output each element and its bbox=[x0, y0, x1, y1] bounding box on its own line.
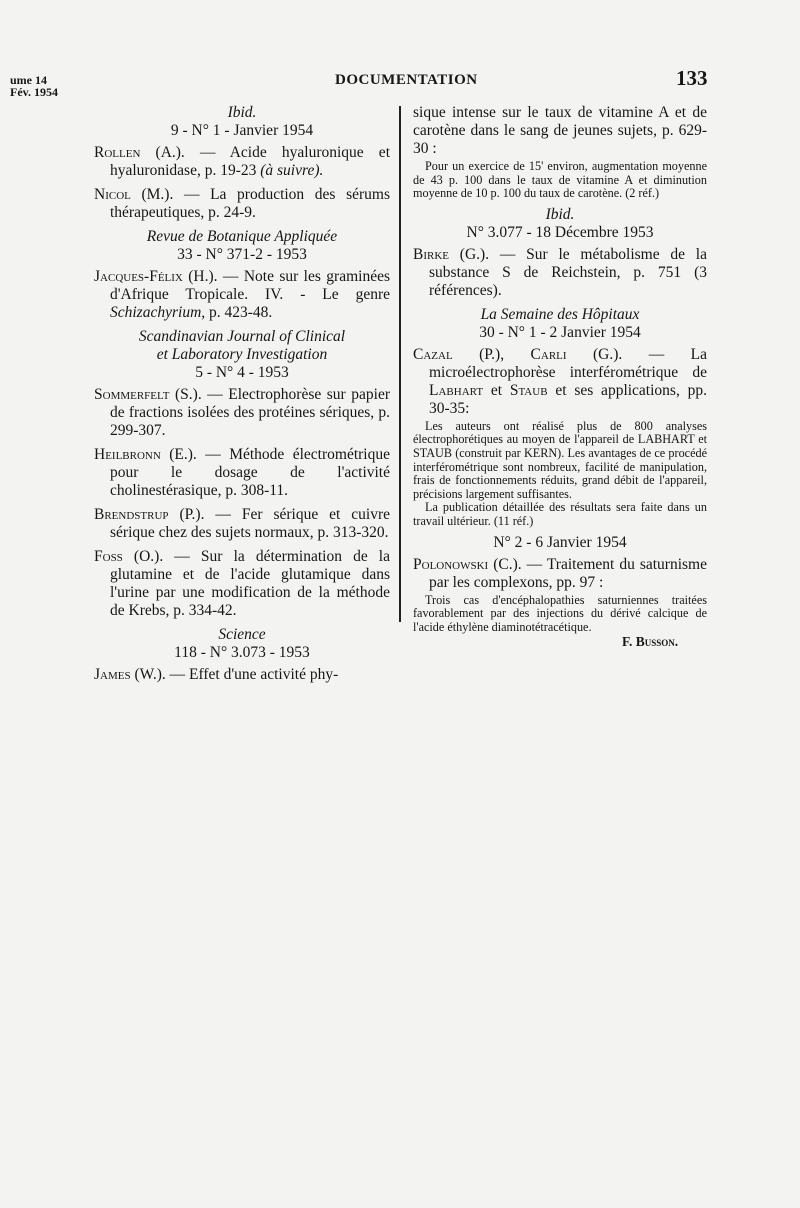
source-title-cont: et Laboratory Investigation bbox=[156, 346, 328, 363]
source-issue: 9 - N° 1 - Janvier 1954 bbox=[170, 122, 314, 139]
source-issue: 118 - N° 3.073 - 1953 bbox=[174, 644, 310, 661]
left-column bbox=[94, 104, 390, 690]
source-heading bbox=[94, 104, 390, 140]
source-heading bbox=[413, 534, 707, 552]
reference-entry: Rollen (A.). — Acide hyaluronique et hyaluronidase, p. 19-23 (à suivre). bbox=[94, 144, 390, 179]
column-divider bbox=[399, 106, 401, 622]
entry-title: (C.). — Traitement du saturnisme par les complexons, pp. 97 : bbox=[429, 555, 707, 591]
entry-title: Acide hyaluronique et hyaluronidase, p. 19-23 bbox=[110, 144, 390, 179]
source-issue: 5 - N° 4 - 1953 bbox=[195, 364, 289, 381]
reference-entry bbox=[94, 186, 390, 222]
entry-title: (O.). — Sur la détermination de la glutamine et de l'acide glutamique dans l'urine par une modification de la méthode de Krebs, p. 334-42. bbox=[110, 548, 390, 619]
source-issue: N° 3.077 - 18 Décembre 1953 bbox=[466, 223, 654, 241]
source-heading bbox=[94, 626, 390, 662]
source-issue: 33 - N° 371-2 - 1953 bbox=[177, 246, 307, 263]
reference-entry: Cazal (P.), Carli (G.). — La microélectrophorèse interférométrique de Labhart et Staub et ses applications, pp. 30-35: bbox=[413, 345, 708, 417]
source-title: Scandinavian Journal of Clinical bbox=[138, 328, 346, 345]
author-name: James bbox=[94, 666, 131, 683]
source-title: Ibid. bbox=[545, 205, 575, 223]
author-name: Rollen bbox=[94, 144, 141, 161]
reference-entry bbox=[94, 548, 390, 620]
author-name: Carli bbox=[530, 345, 567, 363]
reference-entry bbox=[94, 446, 390, 500]
abstract-note: Les auteurs ont réalisé plus de 800 analyses électrophorétiques au moyen de l'appareil de LABHART et STAUB (construit par KERN). Les avantages de ce procédé interférométrique sont nombreux, facilité de manipulation, frais de fonctionnements réduits, grand débit de l'appareil, précisions largement suffisantes. La publication détaillée des résultats sera faite dans un travail ultérieur. (11 réf.) bbox=[413, 418, 707, 528]
entry-title: (P.). — Fer sérique et cuivre sérique chez des sujets normaux, p. 313-320. bbox=[110, 506, 390, 541]
author-name: Heilbronn bbox=[94, 446, 161, 463]
source-issue: 30 - N° 1 - 2 Janvier 1954 bbox=[479, 323, 641, 341]
reference-entry bbox=[94, 666, 390, 684]
abstract-note: Trois cas d'encéphalopathies saturniennes traitées favorablement par des injections du dérivé calcique de l'acide éthylène diaminotétracétique. bbox=[413, 592, 707, 634]
reference-entry: Jacques-Félix (H.). — Note sur les graminées d'Afrique Tropicale. IV. - Le genre Schizachyrium, p. 423-48. bbox=[94, 268, 390, 321]
entry-title: (W.). — Effet d'une activité phy- bbox=[130, 666, 339, 683]
source-issue: N° 2 - 6 Janvier 1954 bbox=[493, 533, 627, 551]
entry-title: (S.). — Electrophorèse sur papier de fractions isolées des protéines sériques, p. 299-307. bbox=[110, 386, 390, 439]
author-name: Nicol bbox=[94, 186, 131, 203]
entry-title: (H.). — Note sur les graminées d'Afrique Tropicale. IV. - Le genre bbox=[110, 268, 390, 303]
reference-entry bbox=[94, 386, 390, 440]
author-name: Foss bbox=[94, 548, 123, 565]
reference-entry bbox=[413, 246, 707, 300]
source-heading bbox=[413, 306, 707, 342]
source-title: La Semaine des Hôpitaux bbox=[480, 305, 640, 323]
source-title: Revue de Botanique Appliquée bbox=[146, 228, 338, 245]
reference-entry bbox=[94, 506, 390, 542]
entry-title: (G.). — La microélectrophorèse interférométrique de bbox=[429, 345, 707, 381]
author-name: Birke bbox=[413, 245, 450, 263]
volume-date: Fév. 1954 bbox=[10, 85, 58, 99]
abstract-note: Pour un exercice de 15' environ, augmentation moyenne de 43 p. 100 dans le taux de vitamine A et diminution moyenne de 10 p. 100 du taux de carotène. (2 réf.) bbox=[413, 159, 707, 201]
volume-info bbox=[10, 74, 58, 98]
source-title: Science bbox=[218, 626, 266, 643]
right-column bbox=[413, 104, 707, 639]
source-heading bbox=[94, 328, 390, 382]
source-title: Ibid. bbox=[227, 104, 257, 121]
page-number: 133 bbox=[676, 66, 708, 90]
reference-entry bbox=[413, 556, 707, 592]
author-name: Sommerfelt bbox=[94, 386, 170, 403]
source-heading bbox=[413, 206, 707, 242]
entry-title: (M.). — La production des sérums thérapeutiques, p. 24-9. bbox=[110, 186, 390, 221]
source-heading bbox=[94, 228, 390, 264]
author-name: Cazal bbox=[413, 345, 453, 363]
author-signature: F. Busson. bbox=[622, 634, 679, 649]
author-name: Jacques-Félix bbox=[94, 268, 183, 285]
entry-continuation: sique intense sur le taux de vitamine A et de carotène dans le sang de jeunes sujets, p. 629-30 : bbox=[413, 104, 707, 157]
author-name: Polonowski bbox=[413, 555, 489, 573]
running-header-title: DOCUMENTATION bbox=[335, 72, 478, 88]
entry-title: (E.). — Méthode électrométrique pour le dosage de l'activité cholinestérasique, p. 308-11. bbox=[110, 446, 390, 499]
author-name: Brendstrup bbox=[94, 506, 169, 523]
volume-number: ume 14 bbox=[10, 73, 47, 87]
entry-title: (G.). — Sur le métabolisme de la substance S de Reichstein, p. 751 (3 références). bbox=[429, 245, 707, 299]
